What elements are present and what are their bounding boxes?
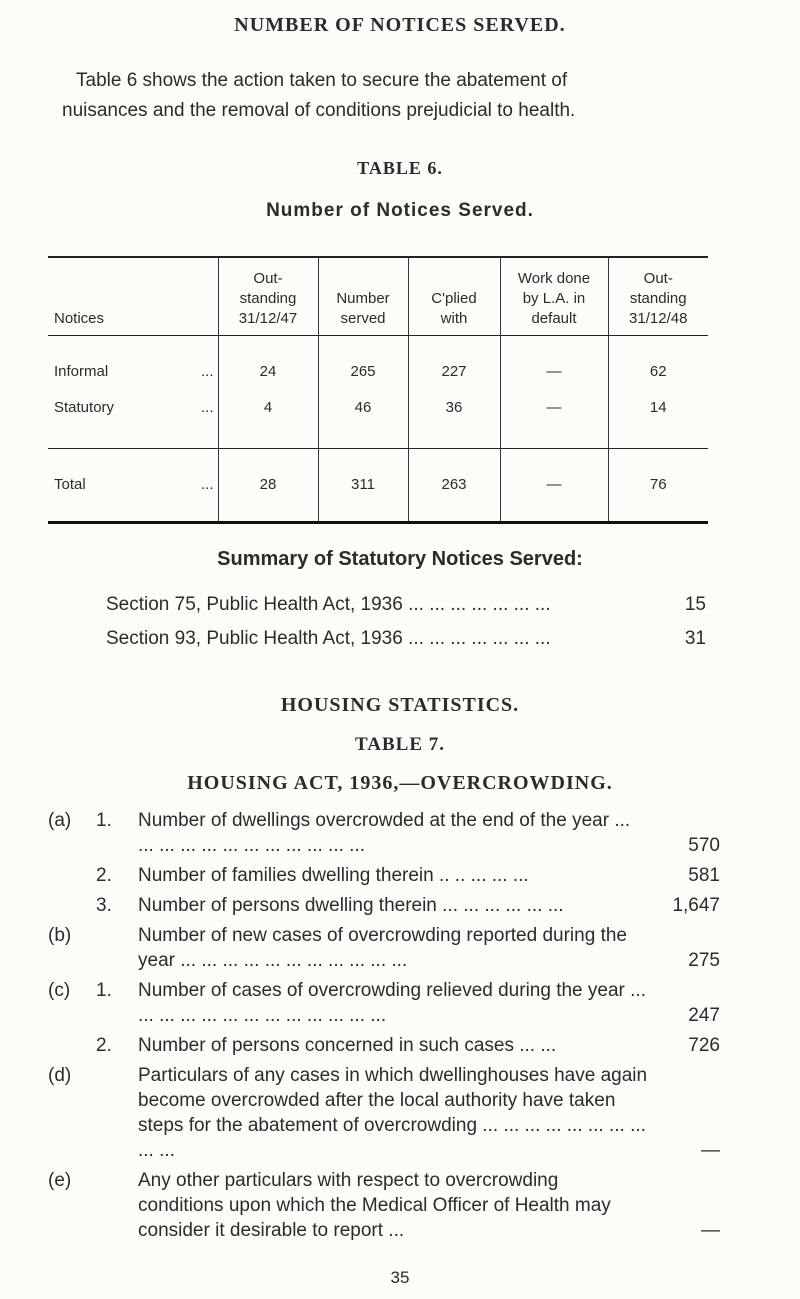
page-number: 35 [390, 1268, 410, 1287]
total-label: Total ... [54, 476, 214, 493]
list-item: (c) 1. Number of cases of overcrowding relieved during the year ... ... ... ... ... ... ... ... ... ... ... ... ... 247 [48, 980, 720, 1026]
row-label: Informal ... [54, 363, 214, 380]
cell: — [500, 335, 608, 386]
list-item: (e) Any other particulars with respect to overcrowding conditions upon which the Medical Officer of Health may consider it desirable to report ... — [48, 1170, 720, 1241]
summary-heading: Summary of Statutory Notices Served: [217, 548, 583, 570]
col-notices: Notices [54, 309, 105, 327]
cell: 24 [218, 335, 318, 386]
intro-paragraph [62, 66, 742, 126]
table7-subtitle: HOUSING ACT, 1936,—OVERCROWDING. [187, 772, 613, 794]
cell: 227 [408, 335, 500, 386]
table6-subtitle: Number of Notices Served. [266, 200, 534, 221]
col-outstanding-start: Out- standing 31/12/47 [218, 257, 318, 335]
main-heading: NUMBER OF NOTICES SERVED. [234, 14, 566, 36]
cell: 265 [318, 335, 408, 386]
notices-table [48, 256, 708, 524]
table-row [48, 386, 708, 449]
row-label: Statutory ... [54, 399, 214, 416]
summary-row: Section 75, Public Health Act, 1936 ... ... ... ... ... ... ... 15 [106, 594, 706, 615]
list-item: (d) Particulars of any cases in which dwellinghouses have again become overcrowded after the local authority have taken steps for the abatement of overcrowding ... ... ... ... ... ... ... ... ... ... — [48, 1065, 720, 1161]
overcrowding-list [48, 808, 720, 1248]
cell: 46 [318, 386, 408, 449]
table-header-row [48, 257, 708, 335]
cell: — [500, 448, 608, 522]
cell: — [500, 386, 608, 449]
summary-row: Section 93, Public Health Act, 1936 ... ... ... ... ... ... ... 31 [106, 628, 706, 649]
cell: 311 [318, 448, 408, 522]
cell: 263 [408, 448, 500, 522]
intro-line-2: nuisances and the removal of conditions prejudicial to health. [62, 100, 576, 121]
col-outstanding-end: Out- standing 31/12/48 [608, 257, 708, 335]
table-row [48, 335, 708, 386]
cell: 76 [608, 448, 708, 522]
col-number-served: Number served [318, 257, 408, 335]
cell: 62 [608, 335, 708, 386]
intro-line-1: Table 6 shows the action taken to secure the abatement of [76, 70, 568, 91]
table-total-row [48, 448, 708, 522]
table7-title: TABLE 7. [354, 734, 445, 755]
list-item: (b) Number of new cases of overcrowding reported during the year ... ... ... ... ... ... ... ... ... ... ... 275 [48, 925, 720, 971]
cell: 14 [608, 386, 708, 449]
list-item: 2. Number of persons concerned in such cases ... ... 726 [96, 1035, 720, 1056]
col-complied-with: C'plied with [408, 257, 500, 335]
cell: 36 [408, 386, 500, 449]
cell: 28 [218, 448, 318, 522]
cell: 4 [218, 386, 318, 449]
housing-heading: HOUSING STATISTICS. [280, 694, 520, 716]
list-item: 3. Number of persons dwelling therein ... ... ... ... ... ... 1,647 [96, 895, 720, 916]
list-item: 2. Number of families dwelling therein .. .. ... ... ... 581 [96, 865, 720, 886]
table6-title: TABLE 6. [357, 158, 443, 178]
col-work-done: Work done by L.A. in default [500, 257, 608, 335]
list-item: (a) 1. Number of dwellings overcrowded at the end of the year ... ... ... ... ... ... ... ... ... ... ... ... 570 [48, 810, 720, 856]
